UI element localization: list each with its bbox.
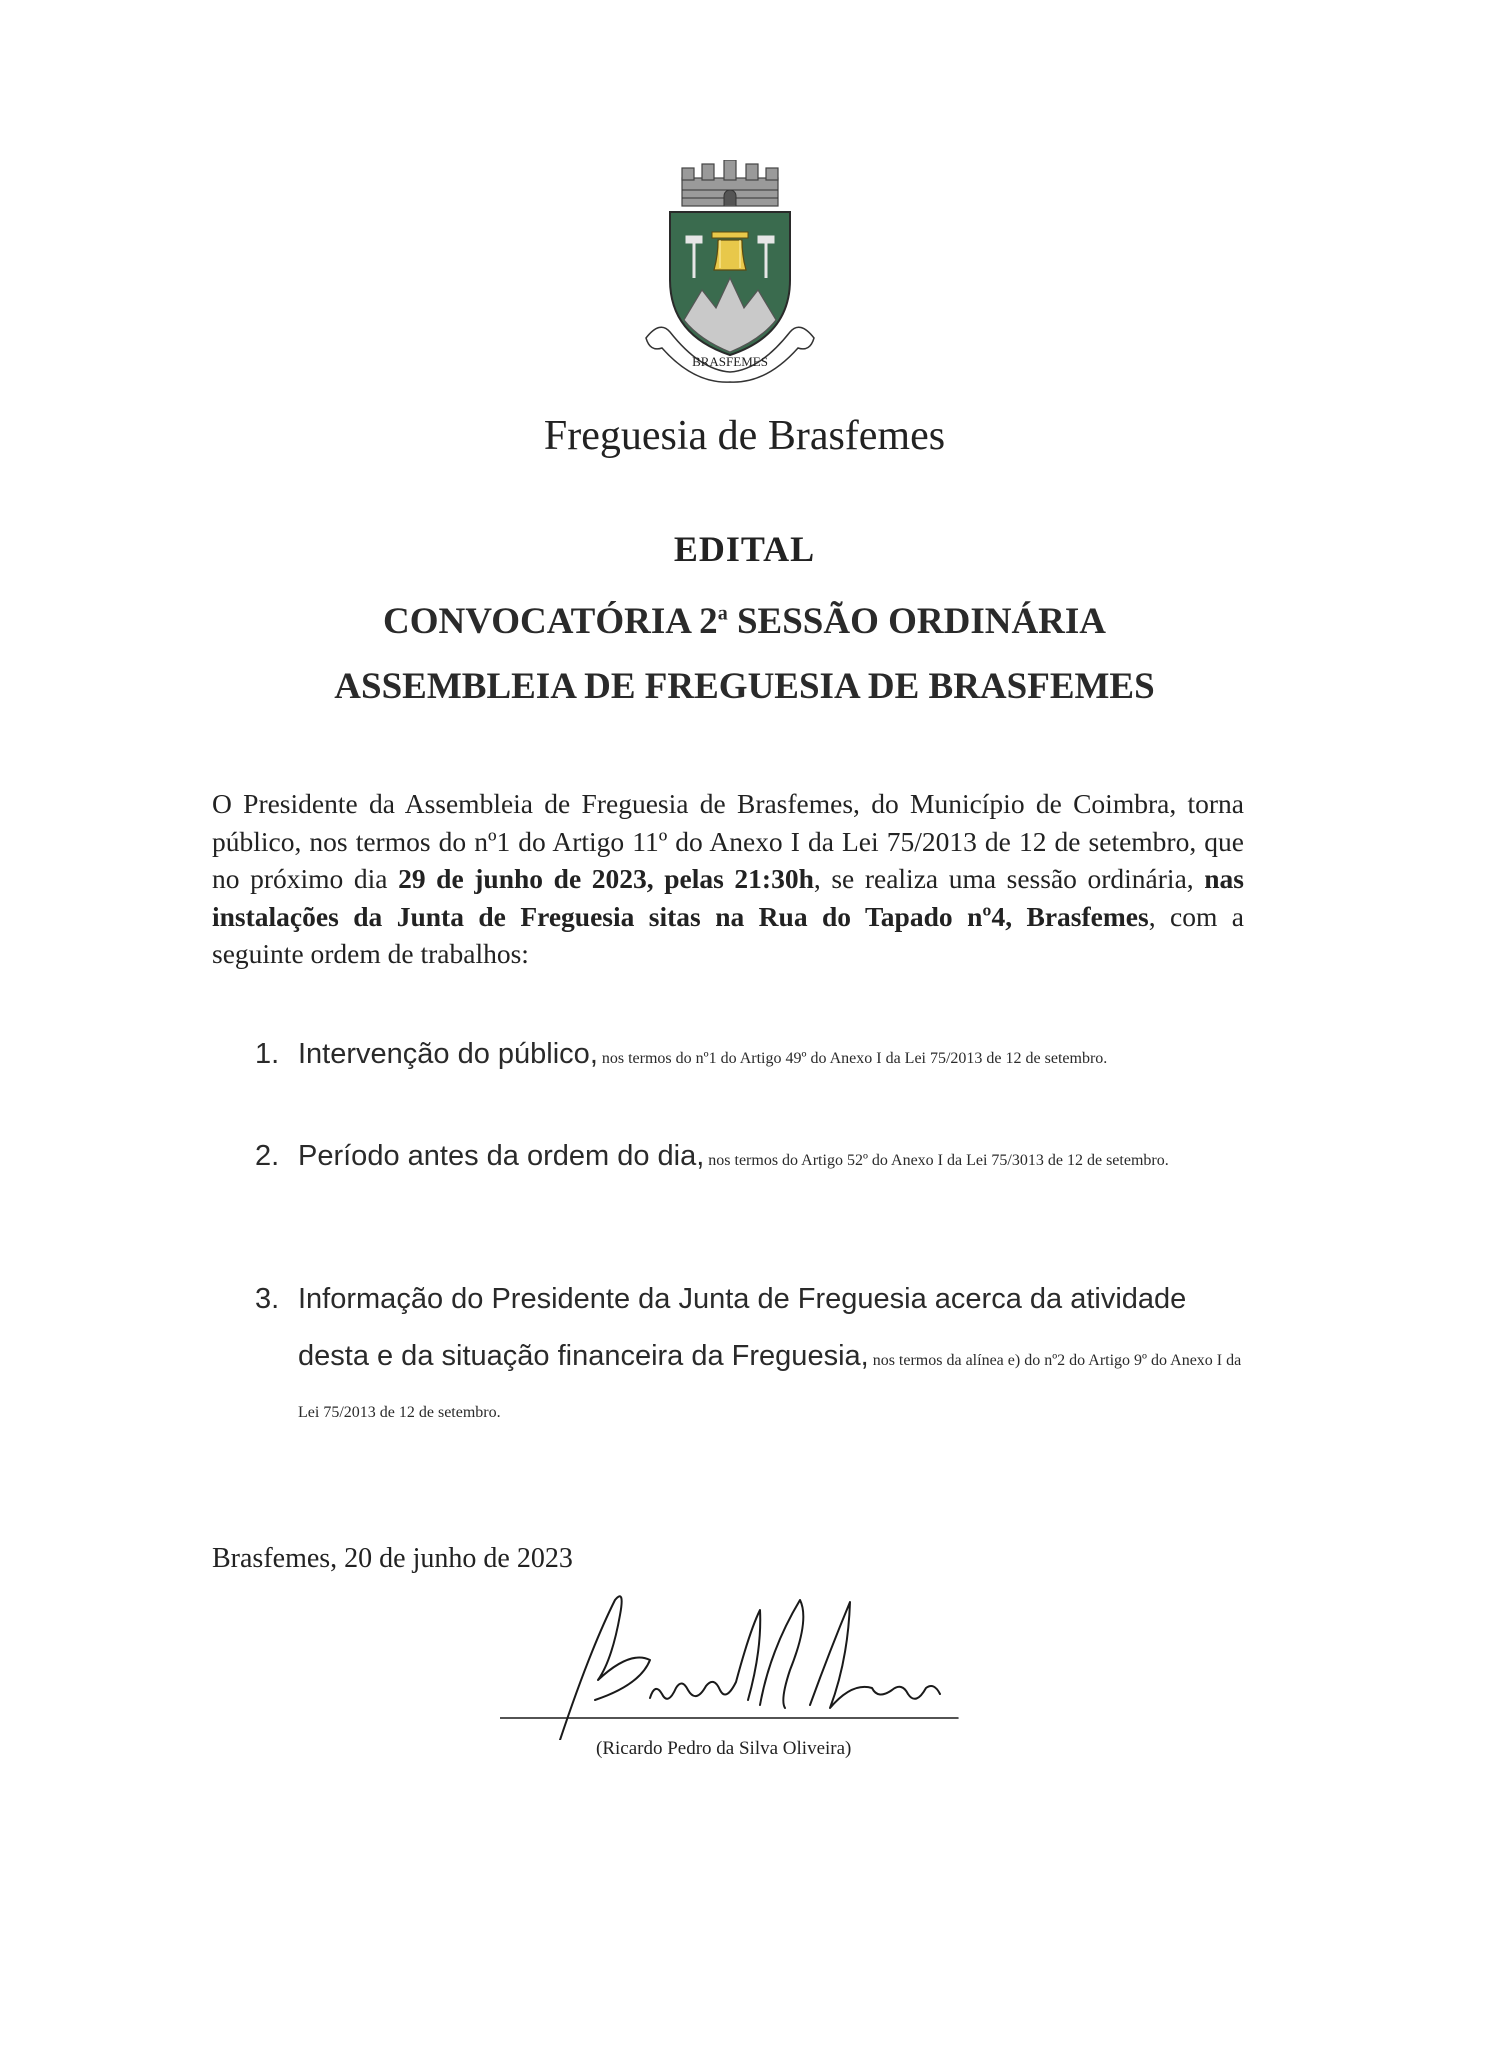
coat-of-arms <box>640 160 820 385</box>
meeting-location: nas instalações da Junta de Freguesia sitas na Rua do Tapado nº4, Brasfemes <box>212 863 1244 932</box>
place-and-date: Brasfemes, 20 de junho de 2023 <box>212 1543 573 1574</box>
handwritten-signature <box>500 1590 960 1740</box>
convocation-text-pre: CONVOCATÓRIA 2 <box>383 601 718 642</box>
agenda-item-title: Período antes da ordem do dia, <box>298 1140 705 1172</box>
agenda-item-title: Informação do Presidente da Junta de Freguesia acerca da atividade desta e da situação financeira da Freguesia, <box>298 1283 1187 1372</box>
bell-icon <box>712 232 748 270</box>
intro-text-3: , com a seguinte ordem de trabalhos: <box>212 900 1244 969</box>
agenda-item-note: nos termos do nº1 do Artigo 49º do Anexo I da Lei 75/2013 de 12 de setembro. <box>601 1050 1108 1067</box>
convocation-text-post: SESSÃO ORDINÁRIA <box>727 601 1106 642</box>
agenda-item-note: nos termos da alínea e) do nº2 do Artigo 9º do Anexo I da Lei 75/2013 de 12 de setembro. <box>298 1352 1242 1421</box>
intro-text-2: , se realiza uma sessão ordinária, <box>813 863 1205 894</box>
agenda-item-number: 2. <box>255 1140 280 1172</box>
intro-paragraph <box>212 785 1244 973</box>
convocation-ordinal: a <box>717 602 728 625</box>
convocation-heading <box>0 600 1489 643</box>
agenda-item <box>255 1273 1255 1439</box>
meeting-date: 29 de junho de 2023, pelas 21:30h <box>398 863 814 894</box>
document-type-heading: EDITAL <box>673 529 816 569</box>
agenda-item-title: Intervenção do público, <box>298 1038 598 1070</box>
agenda-item-number: 3. <box>255 1283 280 1315</box>
signer-name: (Ricardo Pedro da Silva Oliveira) <box>596 1738 852 1759</box>
agenda-item <box>255 1140 1255 1173</box>
agenda-item <box>255 1038 1255 1071</box>
agenda-item-note: nos termos do Artigo 52º do Anexo I da Lei 75/3013 de 12 de setembro. <box>708 1152 1169 1169</box>
organization-name: Freguesia de Brasfemes <box>543 413 946 459</box>
intro-text-1: O Presidente da Assembleia de Freguesia de Brasfemes, do Município de Coimbra, torna público, nos termos do nº1 do Artigo 11º do Anexo I da Lei 75/2013 de 12 de setembro, que no próximo dia <box>212 788 1244 894</box>
assembly-heading: ASSEMBLEIA DE FREGUESIA DE BRASFEMES <box>334 666 1155 707</box>
agenda-item-number: 1. <box>255 1038 280 1070</box>
crest-banner-text: BRASFEMES <box>692 354 768 369</box>
